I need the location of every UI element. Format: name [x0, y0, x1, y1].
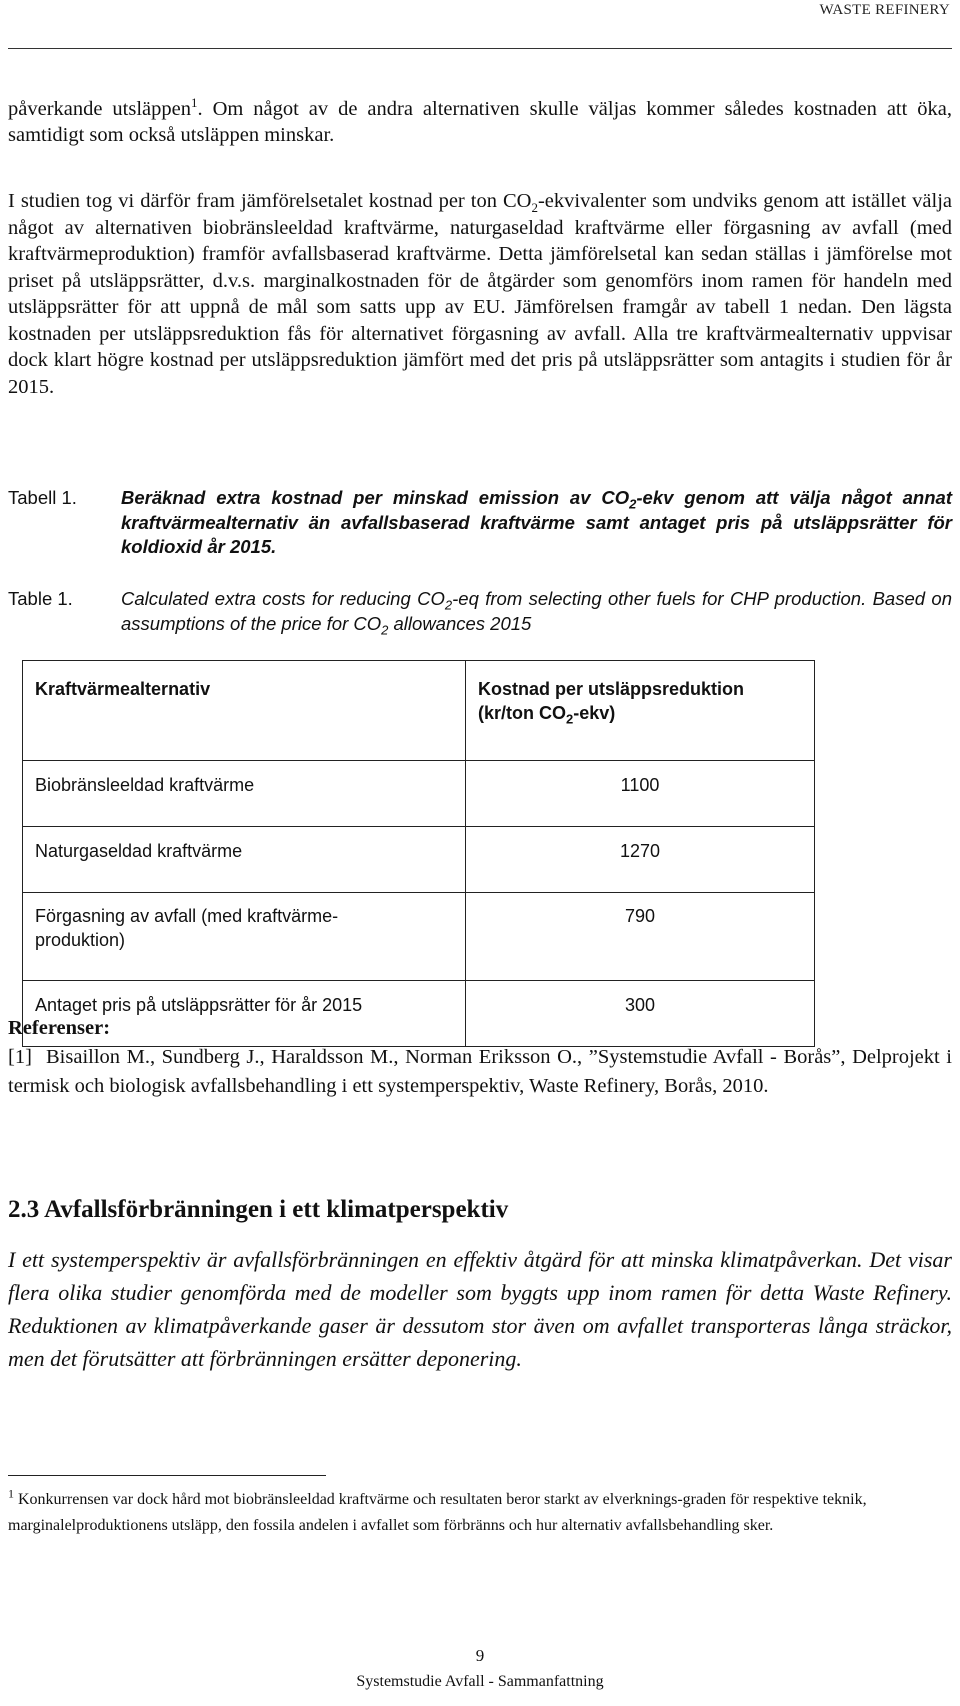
- paragraph-2-part1: I studien tog vi därför fram jämförelsetalet kostnad per ton CO: [8, 190, 532, 212]
- row-label: Naturgaseldad kraftvärme: [23, 827, 466, 893]
- caption-label-swedish: Tabell 1.: [8, 487, 77, 508]
- table-row: [23, 761, 815, 827]
- caption-en-subscript-1: 2: [444, 597, 453, 613]
- header-cost-subscript: 2: [566, 711, 574, 727]
- page-header: [8, 0, 952, 49]
- header-cell-alternative: Kraftvärmealternativ: [23, 661, 466, 761]
- row-label: [23, 893, 466, 981]
- footnote-text: Konkurrensen var dock hård mot biobränsleeldad kraftvärme och resultaten beror starkt av elverknings-graden för respektive teknik, marginalelproduktionens utsläpp, den fossila andelen i avfallet som förbränns och hur alternativ avfallsbehandling sker.: [8, 1491, 867, 1534]
- caption-en-part1: Calculated extra costs for reducing CO: [121, 588, 445, 609]
- caption-label-english: Table 1.: [8, 588, 73, 609]
- caption-sv-subscript: 2: [629, 496, 637, 512]
- row-value: 1270: [466, 827, 815, 893]
- page-number: 9: [475, 1646, 485, 1665]
- footnote-marker: 1: [8, 1486, 14, 1501]
- header-cell-cost: [466, 661, 815, 761]
- caption-text-english: [121, 587, 952, 636]
- header-cost-line2a: (kr/ton CO: [478, 703, 566, 723]
- reference-text: Bisaillon M., Sundberg J., Haraldsson M., Norman Eriksson O., ”Systemstudie Avfall - Borås”, Delprojekt i termisk och biologisk avfallsbehandling i ett systemperspektiv, Waste Refinery, Borås, 2010.: [8, 1046, 952, 1097]
- row-value: 790: [466, 893, 815, 981]
- row-label: Biobränsleeldad kraftvärme: [23, 761, 466, 827]
- footnote-reference: 1: [191, 95, 198, 111]
- table-header-row: [23, 661, 815, 761]
- row-label-line2: produktion): [35, 930, 126, 950]
- caption-sv-part1: Beräknad extra kostnad per minskad emission av CO: [121, 487, 630, 508]
- co2-subscript: 2: [531, 200, 538, 216]
- footnote-divider: [8, 1475, 326, 1476]
- section-heading: 2.3 Avfallsförbränningen i ett klimatperspektiv: [8, 1196, 509, 1223]
- table-row: [23, 827, 815, 893]
- header-title: WASTE REFINERY: [819, 2, 950, 18]
- row-label: Antaget pris på utsläppsrätter för år 2015: [23, 981, 466, 1047]
- header-cost-line1: Kostnad per utsläppsreduktion: [478, 679, 745, 699]
- row-value: 300: [466, 981, 815, 1047]
- paragraph-1-part2: . Om något av de andra alternativen skulle väljas kommer således kostnaden att öka, samtidigt som också utsläppen minskar.: [8, 98, 952, 146]
- footnote: [8, 1487, 952, 1538]
- references-heading: Referenser:: [8, 1017, 111, 1039]
- section-paragraph: I ett systemperspektiv är avfallsförbränningen en effektiv åtgärd för att minska klimatpåverkan. Det visar flera olika studier genomförda med de modeller som byggts upp inom ramen för detta Waste Refinery. Reduktionen av klimatpåverkande gaser är dessutom stor även om avfallet transporteras långa sträckor, men det förutsätter att förbränningen ersätter deponering.: [8, 1247, 952, 1371]
- paragraph-1: [8, 96, 952, 148]
- paragraph-1-part1: påverkande utsläppen: [8, 98, 191, 120]
- reference-number: [1]: [8, 1046, 32, 1068]
- caption-text-swedish: [121, 486, 952, 560]
- row-label-line1: Förgasning av avfall (med kraftvärme-: [35, 906, 339, 926]
- references: [8, 1014, 952, 1101]
- footer-title: Systemstudie Avfall - Sammanfattning: [356, 1673, 604, 1690]
- caption-en-part3: allowances 2015: [388, 612, 532, 634]
- caption-en-subscript-2: 2: [381, 622, 389, 638]
- cost-table: [22, 660, 815, 1047]
- header-cost-line2b: -ekv): [573, 703, 616, 723]
- table-row: [23, 893, 815, 981]
- paragraph-2: [8, 188, 952, 400]
- row-value: 1100: [466, 761, 815, 827]
- paragraph-2-part2: -ekvivalenter som undviks genom att istället välja något av alternativen biobränsleeldad kraftvärme, naturgaseldad kraftvärme eller förgasning av avfall (med kraftvärmeproduktion) framför avfallsbaserad kraftvärme. Detta jämförelsetal kan sedan ställas i jämförelse mot priset på utsläppsrätter, d.v.s. marginalkostnaden för de åtgärder som genomförs inom ramen för handeln med utsläppsrätter för att uppnå de mål som satts upp av EU. Jämförelsen framgår av tabell 1 nedan. Den lägsta kostnaden per utsläppsreduktion fås för alternativet förgasning av avfall. Alla tre kraftvärmealternativ uppvisar dock klart högre kostnad per utsläppsreduktion jämfört med det pris på utsläppsrätter som antagits i studien för år 2015.: [8, 190, 952, 398]
- caption-en-part2: -eq from selecting other fuels for CHP production. Based on assumptions of the price for CO: [121, 588, 952, 634]
- caption-sv-part2: -ekv genom att välja något annat kraftvärmealternativ än avfallsbaserad kraftvärme samt antaget pris på utsläppsrätter för koldioxid år 2015.: [121, 487, 952, 557]
- reference-item: [8, 1043, 952, 1101]
